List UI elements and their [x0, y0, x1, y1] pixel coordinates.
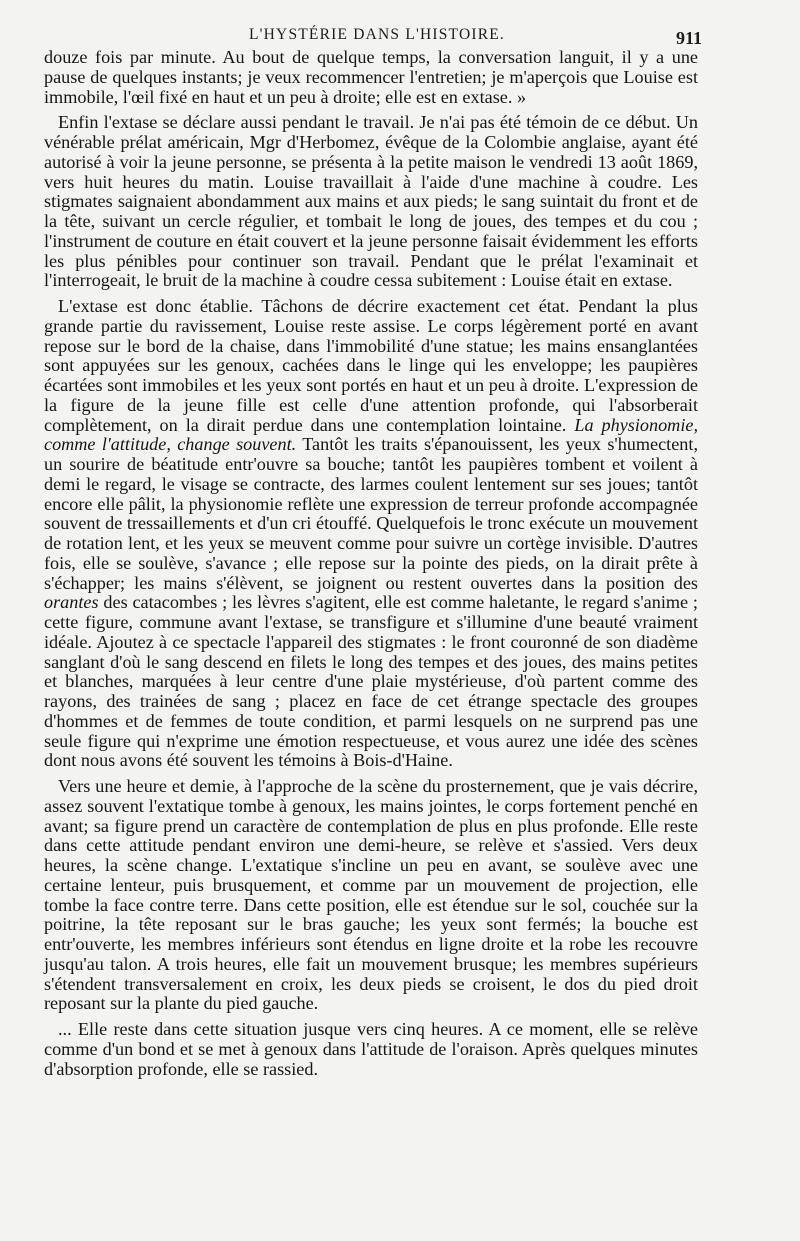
paragraph-text-part: Tantôt les traits s'épanouissent, les yeux s'humectent, un sourire de béatitude entr'ouvre sa bouche; tantôt les paupières tombent et voilent à demi le regard, le visage se contracte, des larmes coulent lentement sur ses joues; tantôt encore elle pâlit, la physionomie reflète une expression de terreur profonde accompagnée souvent de tressaillements et d'un cri étouffé. Quelquefois le tronc exécute un mouvement de rotation lent, et les yeux se meuvent comme pour suivre un cortège invisible. D'autres fois, elle se soulève, s'avance ; elle repose sur la pointe des pieds, on la dirait prête à s'échapper; les mains s'élèvent, se joignent ou restent ouvertes dans la position des — [44, 434, 699, 593]
paragraph-continuation: douze fois par minute. Au bout de quelque temps, la conversation languit, il y a une pause de quelques instants; je veux recommencer l'entretien; je m'aperçois que Louise est immobile, l'œil fixé en haut et un peu à droite; elle est en extase. » — [44, 47, 698, 107]
page-header — [44, 18, 710, 46]
running-title: L'HYSTÉRIE DANS L'HISTOIRE. — [249, 26, 505, 43]
body-text — [44, 48, 698, 1079]
paragraph-text-part: L'extase est donc établie. Tâchons de décrire exactement cet état. Pendant la plus grande partie du ravissement, Louise reste assise. Le corps légèrement porté en avant repose sur le bord de la chaise, dans l'immobilité d'une statue; les mains ensanglantées sont appuyées sur les genoux, cachées dans le linge qui les enveloppe; les paupières écartées sont immobiles et les yeux sont portés en haut et un peu à droite. L'expression de la figure de la jeune fille est celle d'une attention profonde, qui l'absorberait complètement, on la dirait perdue dans une contemplation lointaine. — [44, 296, 698, 435]
paragraph-extase-travail: Enfin l'extase se déclare aussi pendant le travail. Je n'ai pas été témoin de ce début. Un vénérable prélat américain, Mgr d'Herbomez, évêque de la Colombie anglaise, ayant été autorisé à voir la jeune personne, se présenta à la petite maison le vendredi 13 août 1869, vers huit heures du matin. Louise travaillait à l'aide d'une machine à coudre. Les stigmates saignaient abondamment aux mains et aux pieds; le sang suintait du front et de la tête, suivant un cercle régulier, et tombait le long de joues, des tempes et du cou ; l'instrument de couture en était couvert et la jeune personne faisait évidemment les efforts les plus pénibles pour continuer son travail. Pendant que le prélat l'examinait et l'interrogeait, le bruit de la machine à coudre cessa subitement : Louise était en extase. — [44, 112, 698, 291]
paragraph-description-extase — [44, 297, 698, 771]
paragraph-prosternement: Vers une heure et demie, à l'approche de la scène du prosternement, que je vais décrire, assez souvent l'extatique tombe à genoux, les mains jointes, le corps fortement penché en avant; sa figure prend un caractère de contemplation de plus en plus profonde. Elle reste dans cette attitude pendant environ une demi-heure, se relève et s'assied. Vers deux heures, la scène change. L'extatique s'incline un peu en avant, se soulève avec une certaine lenteur, puis brusquement, et comme par un mouvement de projection, elle tombe la face contre terre. Dans cette position, elle est étendue sur le sol, couchée sur la poitrine, la tête reposant sur le bras gauche; les yeux sont fermés; la bouche est entr'ouverte, les membres inférieurs sont étendus en ligne droite et la robe les recouvre jusqu'au talon. A trois heures, elle fait un mouvement brusque; les membres supérieurs s'étendent transversalement en croix, les deux pieds se croisent, le dos du pied droit reposant sur la plante du pied gauche. — [44, 776, 698, 1014]
italic-word: orantes — [44, 592, 99, 613]
paragraph-final: ... Elle reste dans cette situation jusque vers cinq heures. A ce moment, elle se relève comme d'un bond et se met à genoux dans l'attitude de l'oraison. Après quelques minutes d'absorption profonde, elle se rassied. — [44, 1019, 698, 1079]
italic-phrase: La physionomie, comme l'attitude, change souvent. — [44, 414, 698, 455]
paragraph-text-part: des catacombes ; les lèvres s'agitent, elle est comme haletante, le regard s'anime ; cette figure, commune avant l'extase, se transfigure et s'illumine d'une beauté vraiment idéale. Ajoutez à ce spectacle l'appareil des stigmates : le front couronné de son diadème sanglant d'où le sang descend en filets le long des tempes et des joues, des mains petites et blanches, marquées à leur centre d'une plaie mystérieuse, d'où partent comme des rayons, des trainées de sang ; placez en face de cet étrange spectacle des groupes d'hommes et de femmes de toute condition, et parmi lesquels on ne surprend pas une seule figure qui n'exprime une émotion respectueuse, et vous aurez une idée des scènes dont nous avons été souvent les témoins à Bois-d'Haine. — [44, 592, 698, 771]
page-number: 911 — [675, 28, 702, 48]
